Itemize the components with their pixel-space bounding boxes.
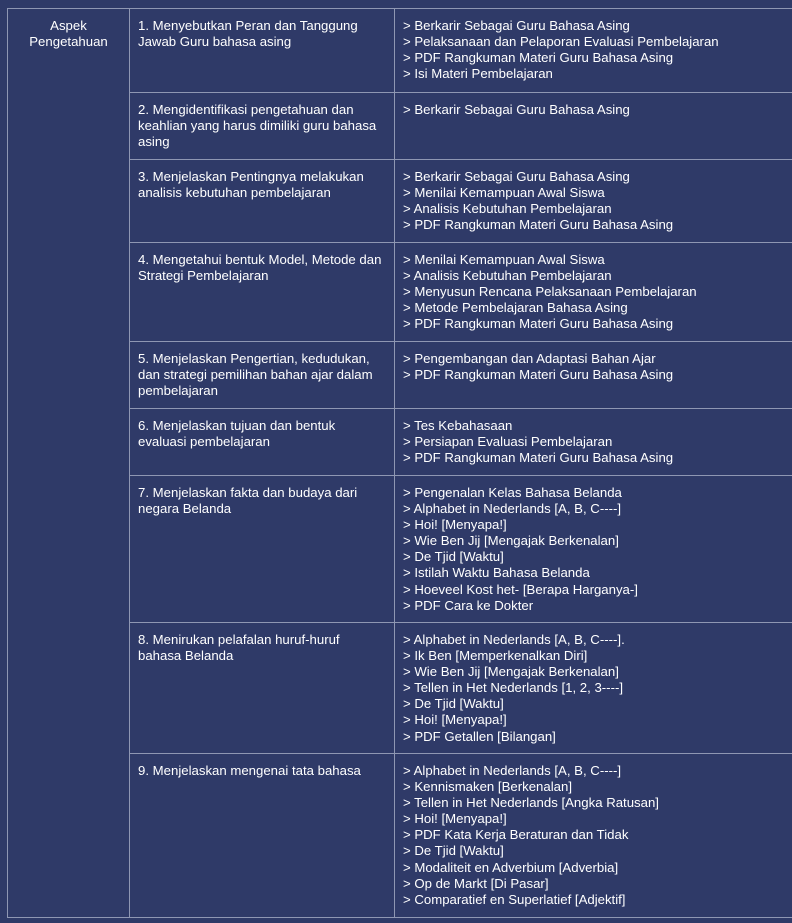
materials-cell: [395, 754, 792, 918]
table-row: [8, 9, 792, 93]
competency-cell: 6. Menjelaskan tujuan dan bentuk evaluasi pembelajaran: [130, 409, 395, 476]
material-item: > Hoi! [Menyapa!]: [403, 712, 507, 728]
materials-list: [403, 763, 790, 908]
material-item: > Kennismaken [Berkenalan]: [403, 779, 572, 795]
materials-cell: [395, 409, 792, 476]
curriculum-table-body: [8, 9, 792, 918]
materials-list: [403, 418, 790, 466]
material-item: > Pengenalan Kelas Bahasa Belanda: [403, 485, 622, 500]
material-item: > PDF Kata Kerja Beraturan dan Tidak: [403, 827, 629, 843]
materials-list: [403, 169, 790, 233]
competency-cell: 9. Menjelaskan mengenai tata bahasa: [130, 754, 395, 918]
material-item: > Menilai Kemampuan Awal Siswa: [403, 185, 605, 201]
materials-list: [403, 632, 790, 745]
material-item: > PDF Getallen [Bilangan]: [403, 728, 556, 744]
material-item: > Tellen in Het Nederlands [1, 2, 3----]: [403, 680, 624, 696]
material-item: > Berkarir Sebagai Guru Bahasa Asing: [403, 102, 630, 117]
competency-cell: 7. Menjelaskan fakta dan budaya dari negara Belanda: [130, 476, 395, 623]
materials-list: [403, 102, 790, 118]
materials-list: [403, 252, 790, 332]
material-item: > PDF Rangkuman Materi Guru Bahasa Asing: [403, 217, 674, 233]
material-item: > Wie Ben Jij [Mengajak Berkenalan]: [403, 664, 619, 680]
materials-cell: [395, 342, 792, 409]
material-item: > Pelaksanaan dan Pelaporan Evaluasi Pembelajaran: [403, 34, 719, 50]
material-item: > Analisis Kebutuhan Pembelajaran: [403, 201, 612, 217]
materials-list: [403, 351, 790, 383]
material-item: > Hoi! [Menyapa!]: [403, 517, 507, 533]
material-item: > Hoeveel Kost het- [Berapa Harganya-]: [403, 581, 638, 597]
aspect-cell: [8, 9, 130, 918]
material-item: > Menyusun Rencana Pelaksanaan Pembelajaran: [403, 284, 697, 300]
material-item: > Berkarir Sebagai Guru Bahasa Asing: [403, 169, 630, 184]
competency-cell: 2. Mengidentifikasi pengetahuan dan keahlian yang harus dimiliki guru bahasa asing: [130, 93, 395, 160]
competency-cell: 4. Mengetahui bentuk Model, Metode dan Strategi Pembelajaran: [130, 243, 395, 342]
material-item: > Persiapan Evaluasi Pembelajaran: [403, 434, 613, 450]
material-item: > PDF Rangkuman Materi Guru Bahasa Asing: [403, 50, 674, 66]
material-item: > PDF Cara ke Dokter: [403, 597, 534, 613]
material-item: > Menilai Kemampuan Awal Siswa: [403, 252, 605, 267]
material-item: > PDF Rangkuman Materi Guru Bahasa Asing: [403, 450, 674, 466]
aspect-label-line2: Pengetahuan: [29, 34, 108, 50]
material-item: > Wie Ben Jij [Mengajak Berkenalan]: [403, 533, 619, 549]
material-item: > Comparatief en Superlatief [Adjektif]: [403, 891, 626, 907]
material-item: > Tes Kebahasaan: [403, 418, 513, 433]
material-item: > Istilah Waktu Bahasa Belanda: [403, 565, 590, 581]
material-item: > PDF Rangkuman Materi Guru Bahasa Asing: [403, 316, 674, 332]
material-item: > Metode Pembelajaran Bahasa Asing: [403, 300, 628, 316]
competency-cell: 1. Menyebutkan Peran dan Tanggung Jawab Guru bahasa asing: [130, 9, 395, 93]
competency-cell: 5. Menjelaskan Pengertian, kedudukan, dan strategi pemilihan bahan ajar dalam pembelajaran: [130, 342, 395, 409]
material-item: > Analisis Kebutuhan Pembelajaran: [403, 268, 612, 284]
materials-cell: [395, 476, 792, 623]
material-item: > Alphabet in Nederlands [A, B, C----].: [403, 632, 625, 647]
aspect-label-line1: Aspek: [50, 18, 87, 33]
competency-cell: 3. Menjelaskan Pentingnya melakukan analisis kebutuhan pembelajaran: [130, 160, 395, 243]
materials-cell: [395, 623, 792, 754]
materials-list: [403, 485, 790, 614]
materials-cell: [395, 93, 792, 160]
material-item: > De Tjid [Waktu]: [403, 549, 504, 565]
curriculum-table: [7, 8, 792, 918]
material-item: > Ik Ben [Memperkenalkan Diri]: [403, 648, 588, 664]
material-item: > Isi Materi Pembelajaran: [403, 66, 553, 82]
material-item: > De Tjid [Waktu]: [403, 843, 504, 859]
materials-cell: [395, 9, 792, 93]
material-item: > Hoi! [Menyapa!]: [403, 811, 507, 827]
material-item: > Op de Markt [Di Pasar]: [403, 875, 549, 891]
material-item: > Tellen in Het Nederlands [Angka Ratusan]: [403, 795, 659, 811]
materials-cell: [395, 160, 792, 243]
material-item: > Alphabet in Nederlands [A, B, C----]: [403, 763, 622, 778]
competency-cell: 8. Menirukan pelafalan huruf-huruf bahasa Belanda: [130, 623, 395, 754]
material-item: > Modaliteit en Adverbium [Adverbia]: [403, 859, 619, 875]
materials-cell: [395, 243, 792, 342]
materials-list: [403, 18, 790, 82]
material-item: > PDF Rangkuman Materi Guru Bahasa Asing: [403, 367, 674, 383]
material-item: > Berkarir Sebagai Guru Bahasa Asing: [403, 18, 630, 33]
material-item: > Alphabet in Nederlands [A, B, C----]: [403, 501, 622, 517]
material-item: > De Tjid [Waktu]: [403, 696, 504, 712]
material-item: > Pengembangan dan Adaptasi Bahan Ajar: [403, 351, 656, 366]
